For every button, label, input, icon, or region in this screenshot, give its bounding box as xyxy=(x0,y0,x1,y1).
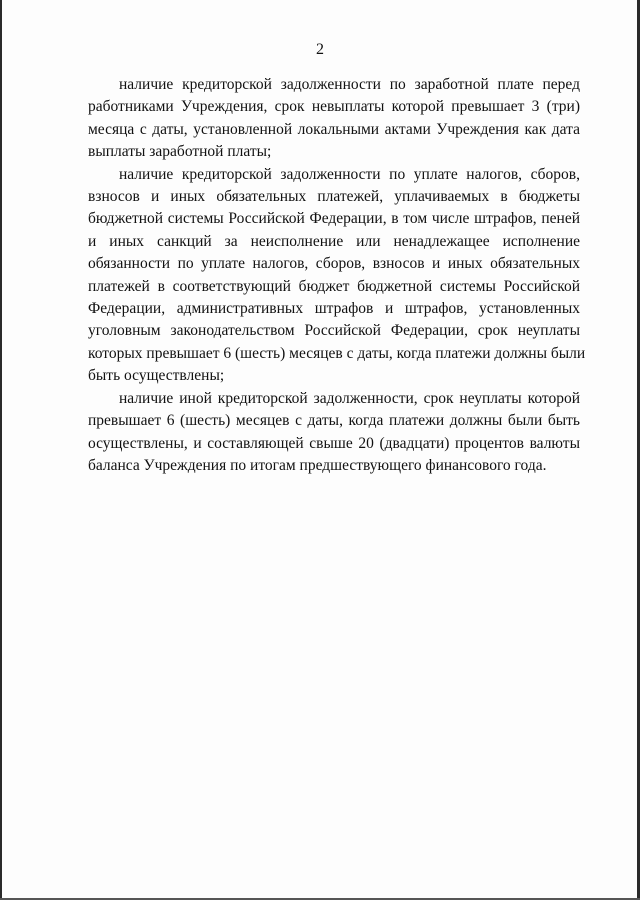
paragraph-salary-debt xyxy=(88,74,580,164)
text-line: баланса Учреждения по итогам предшествующего финансового года. xyxy=(88,456,547,474)
text-line: Федерации, административных штрафов и штрафов, установленных xyxy=(88,300,580,318)
paragraph-other-debt xyxy=(88,388,580,478)
scan-edge-left xyxy=(0,0,2,900)
text-line: взносов и иных обязательных платежей, уплачиваемых в бюджеты xyxy=(88,188,580,206)
text-line: обязанности по уплате налогов, сборов, взносов и иных обязательных xyxy=(88,255,580,273)
text-line: уголовным законодательством Российской Федерации, срок неуплаты xyxy=(88,322,580,340)
document-body xyxy=(88,74,586,477)
text-line: месяца с даты, установленной локальными актами Учреждения как дата xyxy=(88,120,580,138)
text-line: и иных санкций за неисполнение или ненадлежащее исполнение xyxy=(88,232,580,250)
text-line: бюджетной системы Российской Федерации, в том числе штрафов, пеней xyxy=(88,210,580,228)
text-line: работниками Учреждения, срок невыплаты которой превышает 3 (три) xyxy=(88,98,580,116)
text-line: быть осуществлены; xyxy=(88,367,225,385)
text-line: наличие кредиторской задолженности по заработной плате перед xyxy=(119,76,580,93)
text-line: осуществлены, и составляющей свыше 20 (двадцати) процентов валюты xyxy=(88,434,580,452)
text-line: выплаты заработной платы; xyxy=(88,143,272,161)
paragraph-tax-debt xyxy=(88,164,586,388)
text-line: платежей в соответствующий бюджет бюджетной системы Российской xyxy=(88,277,580,295)
text-line: которых превышает 6 (шесть) месяцев с даты, когда платежи должны были xyxy=(88,344,586,362)
text-line: превышает 6 (шесть) месяцев с даты, когда платежи должны были быть xyxy=(88,412,580,430)
text-line: наличие иной кредиторской задолженности, срок неуплаты которой xyxy=(119,389,580,407)
page-number: 2 xyxy=(316,41,324,58)
text-line: наличие кредиторской задолженности по уплате налогов, сборов, xyxy=(119,165,580,183)
